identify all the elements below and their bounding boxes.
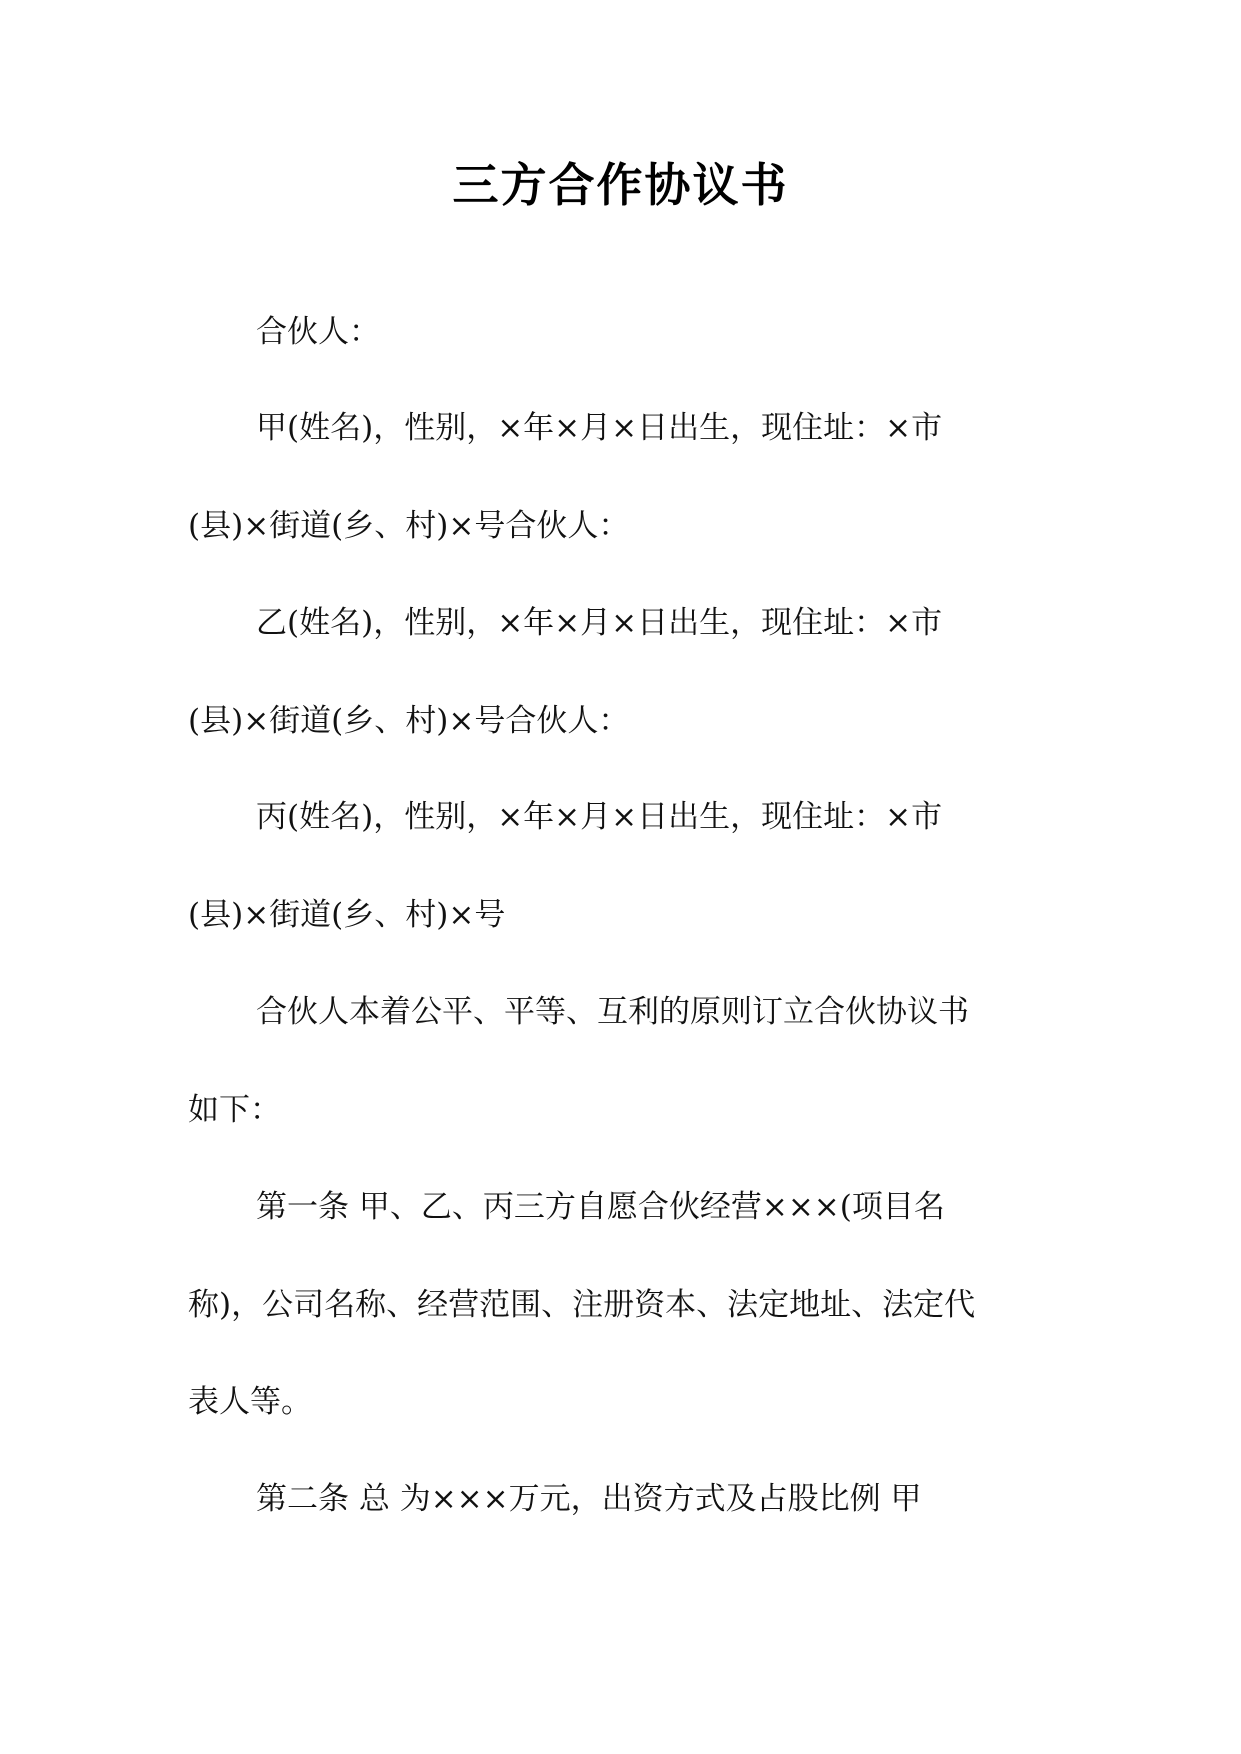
paragraph-party-b-line2: (县)×街道(乡、村)×号合伙人：	[188, 703, 630, 739]
paragraph-partners-heading: 合伙人：	[256, 314, 380, 350]
article-2-line1: 第二条 总 为×××万元，出资方式及占股比例 甲	[256, 1481, 922, 1517]
paragraph-party-c-line1: 丙(姓名)，性别，×年×月×日出生，现住址：×市	[256, 799, 943, 835]
document-title: 三方合作协议书	[452, 158, 789, 212]
paragraph-party-a-line2: (县)×街道(乡、村)×号合伙人：	[188, 508, 630, 544]
article-1-line2: 称)，公司名称、经营范围、注册资本、法定地址、法定代	[188, 1287, 976, 1323]
paragraph-party-a-line1: 甲(姓名)，性别，×年×月×日出生，现住址：×市	[256, 410, 943, 446]
paragraph-party-b-line1: 乙(姓名)，性别，×年×月×日出生，现住址：×市	[256, 605, 943, 641]
paragraph-party-c-line2: (县)×街道(乡、村)×号	[188, 897, 506, 933]
article-1-line3: 表人等。	[188, 1384, 312, 1420]
paragraph-preamble-line1: 合伙人本着公平、平等、互利的原则订立合伙协议书	[256, 994, 969, 1030]
paragraph-preamble-line2: 如下：	[188, 1092, 281, 1128]
article-1-line1: 第一条 甲、乙、丙三方自愿合伙经营×××(项目名	[256, 1189, 945, 1225]
